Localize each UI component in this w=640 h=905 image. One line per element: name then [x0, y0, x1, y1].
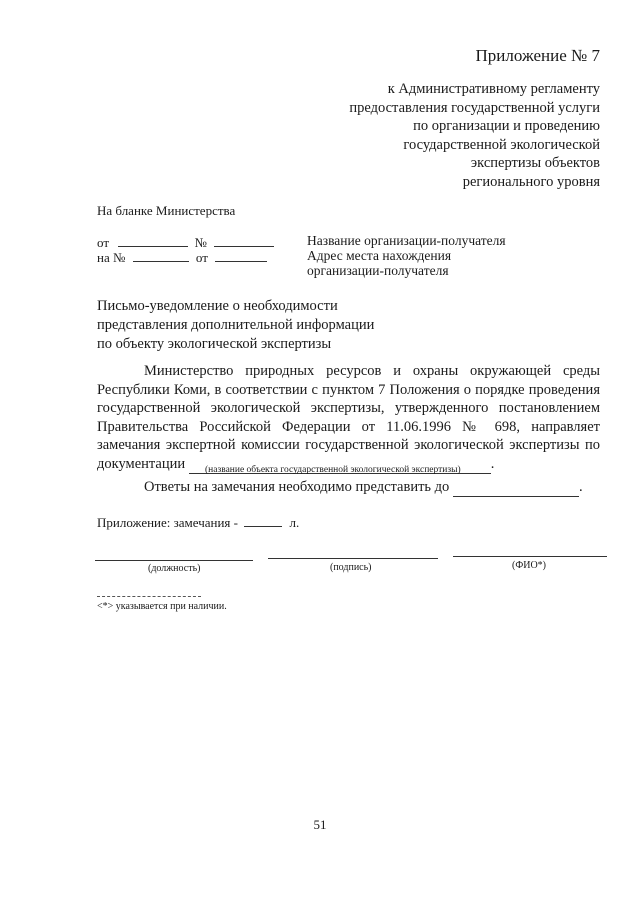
deadline-blank [453, 479, 579, 497]
number-label: № [194, 235, 207, 250]
reply-from-label: от [195, 250, 208, 265]
annex-line: экспертизы объектов [470, 155, 600, 171]
heading-line: представления дополнительной информации [97, 317, 375, 333]
recipient-name: Название организации-получателя [307, 233, 506, 248]
reply-number-blank [133, 250, 189, 262]
reply-date-blank [215, 250, 267, 262]
recipient-address: Адрес места нахождения [307, 248, 452, 263]
body-paragraph [97, 362, 600, 474]
annex-line: к Административному регламенту [387, 81, 600, 97]
heading-line: Письмо-уведомление о необходимости [97, 298, 338, 314]
annex-line: регионального уровня [462, 173, 600, 190]
body-paragraph-text: Министерство природных ресурсов и охраны окружающей среды Республики Коми, в соответствии с пунктом 7 Положения о порядке проведения государственной экологической экспертизы, утвержденного постановлением Правительства Российской Федерации от 11.06.1996 № 698, направляет замечания экспертной комиссии государственной экологической экспертизы по документации [97, 363, 600, 472]
attachment-line [97, 515, 299, 531]
letterhead-note: На бланке Министерства [97, 203, 236, 218]
date-blank [118, 235, 188, 247]
annex-line: государственной экологической [403, 136, 600, 153]
annex-line: по организации и проведению [413, 118, 600, 134]
number-blank [214, 235, 274, 247]
pages-blank [244, 515, 282, 527]
footnote-divider [97, 596, 201, 597]
annex-line: предоставления государственной услуги [349, 99, 600, 116]
signature-caption: (подпись) [330, 562, 372, 573]
recipient-address-cont: организации-получателя [307, 263, 449, 278]
para2-end: . [578, 479, 583, 495]
position-line [95, 560, 253, 561]
letter-body [97, 362, 600, 474]
letter-heading [97, 297, 374, 354]
heading-line: по объекту экологической экспертизы [97, 336, 332, 352]
documentation-caption: (название объекта государственной экологической экспертизы) [205, 465, 461, 475]
outgoing-registration [97, 235, 274, 251]
position-caption: (должность) [148, 563, 201, 574]
footnote: <*> указывается при наличии. [97, 601, 227, 612]
name-line [453, 556, 607, 557]
name-caption: (ФИО*) [512, 560, 547, 571]
attachment-unit: л. [289, 515, 300, 530]
reply-registration [97, 250, 267, 266]
annex-subtitle [280, 80, 600, 191]
deadline-text: Ответы на замечания необходимо представить до [144, 479, 450, 495]
annex-title: Приложение № 7 [475, 46, 600, 65]
reply-number-label: на № [97, 250, 126, 265]
para1-end: . [490, 455, 495, 472]
from-label: от [97, 235, 110, 250]
page-number: 51 [313, 817, 327, 832]
deadline-line [144, 479, 583, 497]
signature-line [268, 558, 438, 559]
attachment-label: Приложение: замечания - [97, 515, 238, 530]
